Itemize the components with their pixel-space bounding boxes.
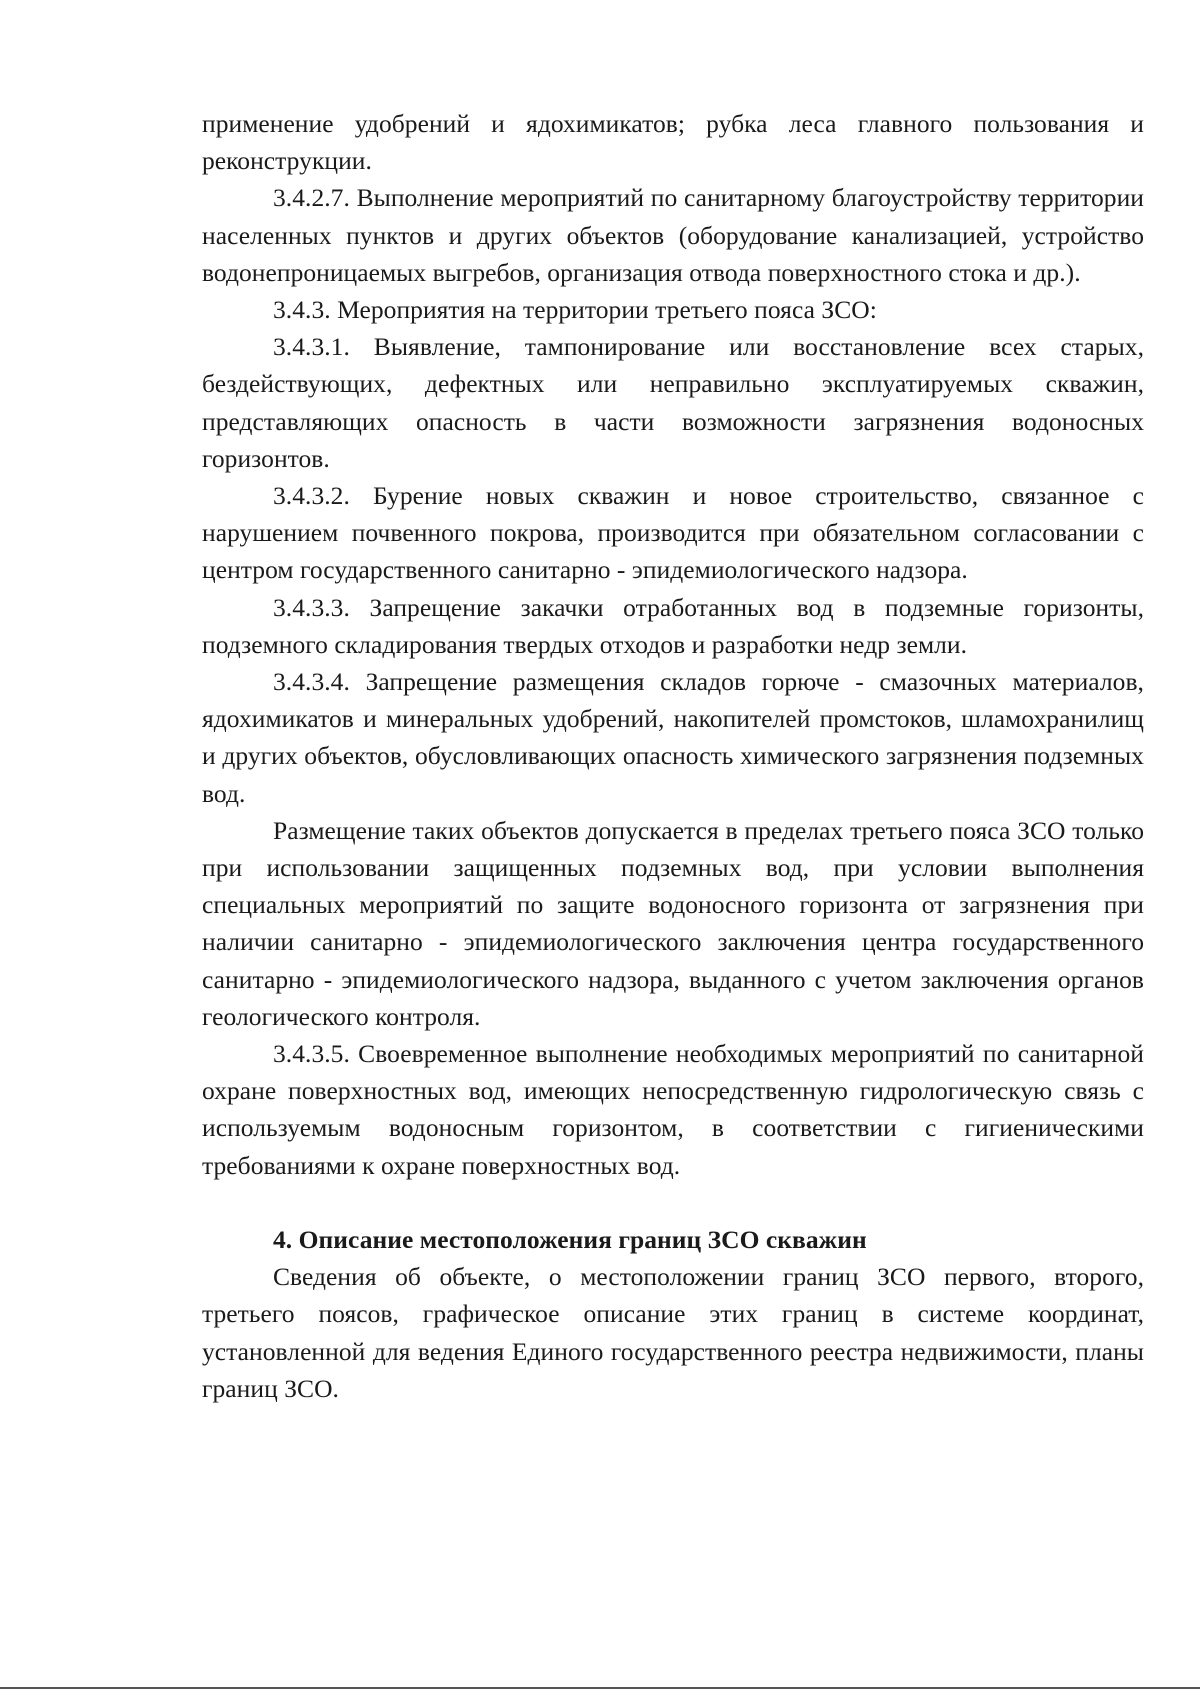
page-bottom-rule [0,1687,1200,1689]
paragraph-3-4-3-2: 3.4.3.2. Бурение новых скважин и новое строительство, связанное с нарушением почвенного покрова, производится при обязательном согласовании с центром государственного санитарно - эпидемиологического надзора. [202,481,1144,585]
paragraph-3-4-3-3: 3.4.3.3. Запрещение закачки отработанных вод в подземные горизонты, подземного складирования твердых отходов и разработки недр земли. [202,592,1144,659]
paragraph-placement-conditions: Размещение таких объектов допускается в пределах третьего пояса ЗСО только при использовании защищенных подземных вод, при условии выполнения специальных мероприятий по защите водоносного горизонта от загрязнения при наличии санитарно - эпидемиологического заключения центра государственного санитарно - эпидемиологического надзора, выданного с учетом заключения органов геологического контроля. [202,815,1144,1031]
paragraph-3-4-3: 3.4.3. Мероприятия на территории третьего пояса ЗСО: [273,295,877,325]
paragraph-3-4-2-7: 3.4.2.7. Выполнение мероприятий по санитарному благоустройству территории населенных пунктов и других объектов (оборудование канализацией, устройство водонепроницаемых выгребов, организация отвода поверхностного стока и др.). [202,183,1144,287]
paragraph-continuation: применение удобрений и ядохимикатов; рубка леса главного пользования и реконструкции. [202,109,1144,176]
paragraph-3-4-3-1: 3.4.3.1. Выявление, тампонирование или восстановление всех старых, бездействующих, дефектных или неправильно эксплуатируемых скважин, представляющих опасность в части возможности загрязнения водоносных горизонтов. [202,332,1144,473]
section-4-body: Сведения об объекте, о местоположении границ ЗСО первого, второго, третьего поясов, графическое описание этих границ в системе координат, установленной для ведения Единого государственного реестра недвижимости, планы границ ЗСО. [202,1262,1144,1403]
section-4-heading: 4. Описание местоположения границ ЗСО скважин [273,1224,867,1254]
paragraph-3-4-3-4: 3.4.3.4. Запрещение размещения складов горюче - смазочных материалов, ядохимикатов и минеральных удобрений, накопителей промстоков, шламохранилищ и других объектов, обусловливающих опасность химического загрязнения подземных вод. [202,667,1144,808]
document-body [202,105,1144,1407]
paragraph-3-4-3-5: 3.4.3.5. Своевременное выполнение необходимых мероприятий по санитарной охране поверхностных вод, имеющих непосредственную гидрологическую связь с используемым водоносным горизонтом, в соответствии с гигиеническими требованиями к охране поверхностных вод. [202,1039,1144,1180]
